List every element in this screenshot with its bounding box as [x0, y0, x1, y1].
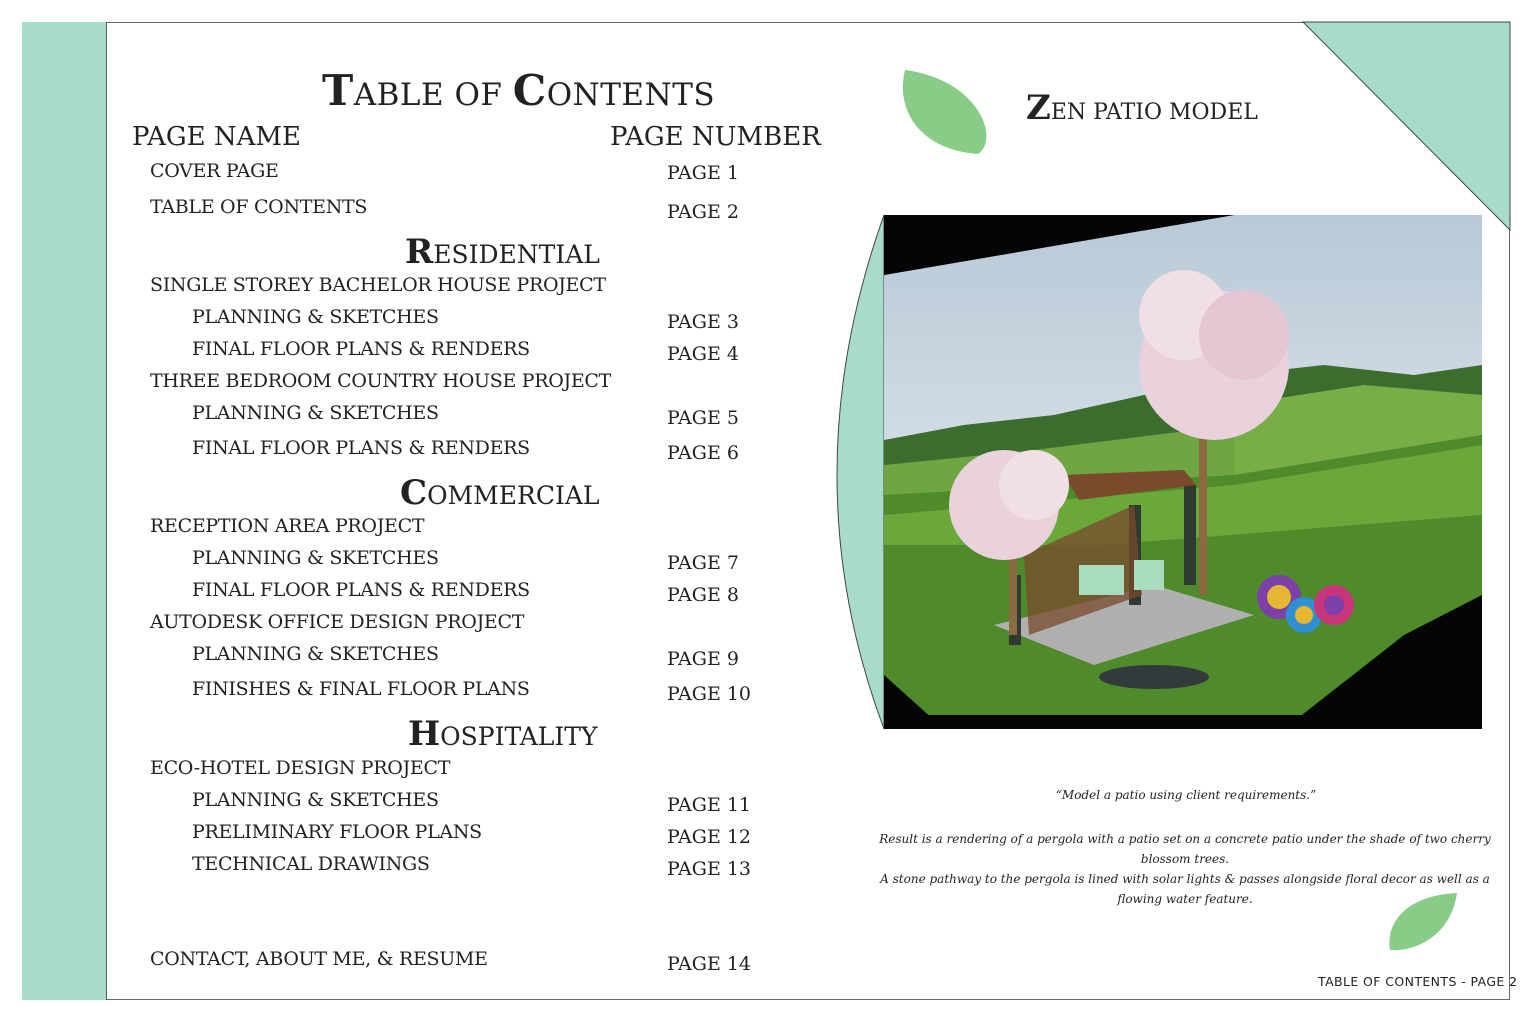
- toc-page-bachelor-final[interactable]: PAGE 4: [667, 343, 739, 365]
- leaf-shape-top: [903, 70, 987, 154]
- arc-band: [837, 215, 884, 729]
- toc-entry-contact[interactable]: CONTACT, ABOUT ME, & RESUME: [150, 948, 488, 970]
- toc-entry-reception-planning[interactable]: PLANNING & SKETCHES: [192, 547, 439, 569]
- toc-page-ecohotel-prelim[interactable]: PAGE 12: [667, 826, 752, 848]
- toc-entry-bachelor-final[interactable]: FINAL FLOOR PLANS & RENDERS: [192, 338, 530, 360]
- toc-entry-ecohotel-prelim[interactable]: PRELIMINARY FLOOR PLANS: [192, 821, 482, 843]
- toc-entry-ecohotel-technical[interactable]: TECHNICAL DRAWINGS: [192, 853, 430, 875]
- toc-page-country-final[interactable]: PAGE 6: [667, 442, 739, 464]
- toc-entry-autodesk-planning[interactable]: PLANNING & SKETCHES: [192, 643, 439, 665]
- toc-entry-country-planning[interactable]: PLANNING & SKETCHES: [192, 402, 439, 424]
- toc-page-country-planning[interactable]: PAGE 5: [667, 407, 739, 429]
- title-initial-letter-2: C: [512, 66, 547, 115]
- feature-title-initial: Z: [1026, 88, 1051, 128]
- section-initial: H: [408, 714, 441, 754]
- section-rest: OSPITALITY: [440, 722, 598, 751]
- section-heading-hospitality: [408, 714, 597, 754]
- feature-description-line-1: Result is a rendering of a pergola with a patio set on a concrete patio under the shade of two cherry blossom trees.: [879, 832, 1491, 866]
- zen-patio-render-image: [884, 215, 1482, 729]
- page-title: [322, 66, 715, 115]
- toc-entry-reception-final[interactable]: FINAL FLOOR PLANS & RENDERS: [192, 579, 530, 601]
- toc-entry-country[interactable]: THREE BEDROOM COUNTRY HOUSE PROJECT: [150, 370, 612, 392]
- toc-entry-ecohotel[interactable]: ECO-HOTEL DESIGN PROJECT: [150, 757, 451, 779]
- top-right-corner-triangle: [1303, 22, 1510, 230]
- patio-render-illustration: [884, 215, 1482, 729]
- section-initial: R: [405, 232, 434, 272]
- toc-entry-reception[interactable]: RECEPTION AREA PROJECT: [150, 515, 425, 537]
- title-text-part1: ABLE OF: [353, 77, 513, 113]
- toc-entry-autodesk-finishes[interactable]: FINISHES & FINAL FLOOR PLANS: [192, 678, 530, 700]
- toc-entry-bachelor-planning[interactable]: PLANNING & SKETCHES: [192, 306, 439, 328]
- toc-page-autodesk-planning[interactable]: PAGE 9: [667, 648, 739, 670]
- toc-page-bachelor-planning[interactable]: PAGE 3: [667, 311, 739, 333]
- column-header-page-name: PAGE NAME: [132, 122, 302, 152]
- feature-title-rest: EN PATIO MODEL: [1050, 100, 1258, 125]
- toc-page-reception-planning[interactable]: PAGE 7: [667, 552, 739, 574]
- page-footer-label: TABLE OF CONTENTS - PAGE 2: [1318, 974, 1518, 989]
- title-text-part2: ONTENTS: [546, 77, 716, 113]
- toc-entry-cover[interactable]: COVER PAGE: [150, 160, 279, 182]
- section-rest: ESIDENTIAL: [433, 240, 600, 269]
- title-initial-letter: T: [322, 66, 354, 115]
- toc-entry-toc[interactable]: TABLE OF CONTENTS: [150, 196, 368, 218]
- toc-entry-ecohotel-planning[interactable]: PLANNING & SKETCHES: [192, 789, 439, 811]
- toc-page-toc[interactable]: PAGE 2: [667, 201, 739, 223]
- toc-entry-autodesk[interactable]: AUTODESK OFFICE DESIGN PROJECT: [150, 611, 525, 633]
- toc-page-ecohotel-planning[interactable]: PAGE 11: [667, 794, 752, 816]
- toc-page-autodesk-finishes[interactable]: PAGE 10: [667, 683, 752, 705]
- section-rest: OMMERCIAL: [427, 481, 600, 510]
- toc-page-ecohotel-technical[interactable]: PAGE 13: [667, 858, 752, 880]
- feature-title: [1026, 88, 1258, 128]
- toc-page-contact[interactable]: PAGE 14: [667, 953, 752, 975]
- feature-description: [860, 829, 1510, 909]
- section-heading-commercial: [400, 473, 600, 513]
- toc-page-cover[interactable]: PAGE 1: [667, 162, 739, 184]
- toc-page-reception-final[interactable]: PAGE 8: [667, 584, 739, 606]
- section-initial: C: [400, 473, 428, 513]
- toc-entry-country-final[interactable]: FINAL FLOOR PLANS & RENDERS: [192, 437, 530, 459]
- feature-description-line-2: A stone pathway to the pergola is lined with solar lights & passes alongside floral decor as well as a flowing water feature.: [880, 872, 1490, 906]
- column-header-page-number: PAGE NUMBER: [610, 122, 821, 152]
- section-heading-residential: [405, 232, 600, 272]
- feature-quote: “Model a patio using client requirements.”: [1055, 788, 1317, 802]
- toc-entry-bachelor[interactable]: SINGLE STOREY BACHELOR HOUSE PROJECT: [150, 274, 606, 296]
